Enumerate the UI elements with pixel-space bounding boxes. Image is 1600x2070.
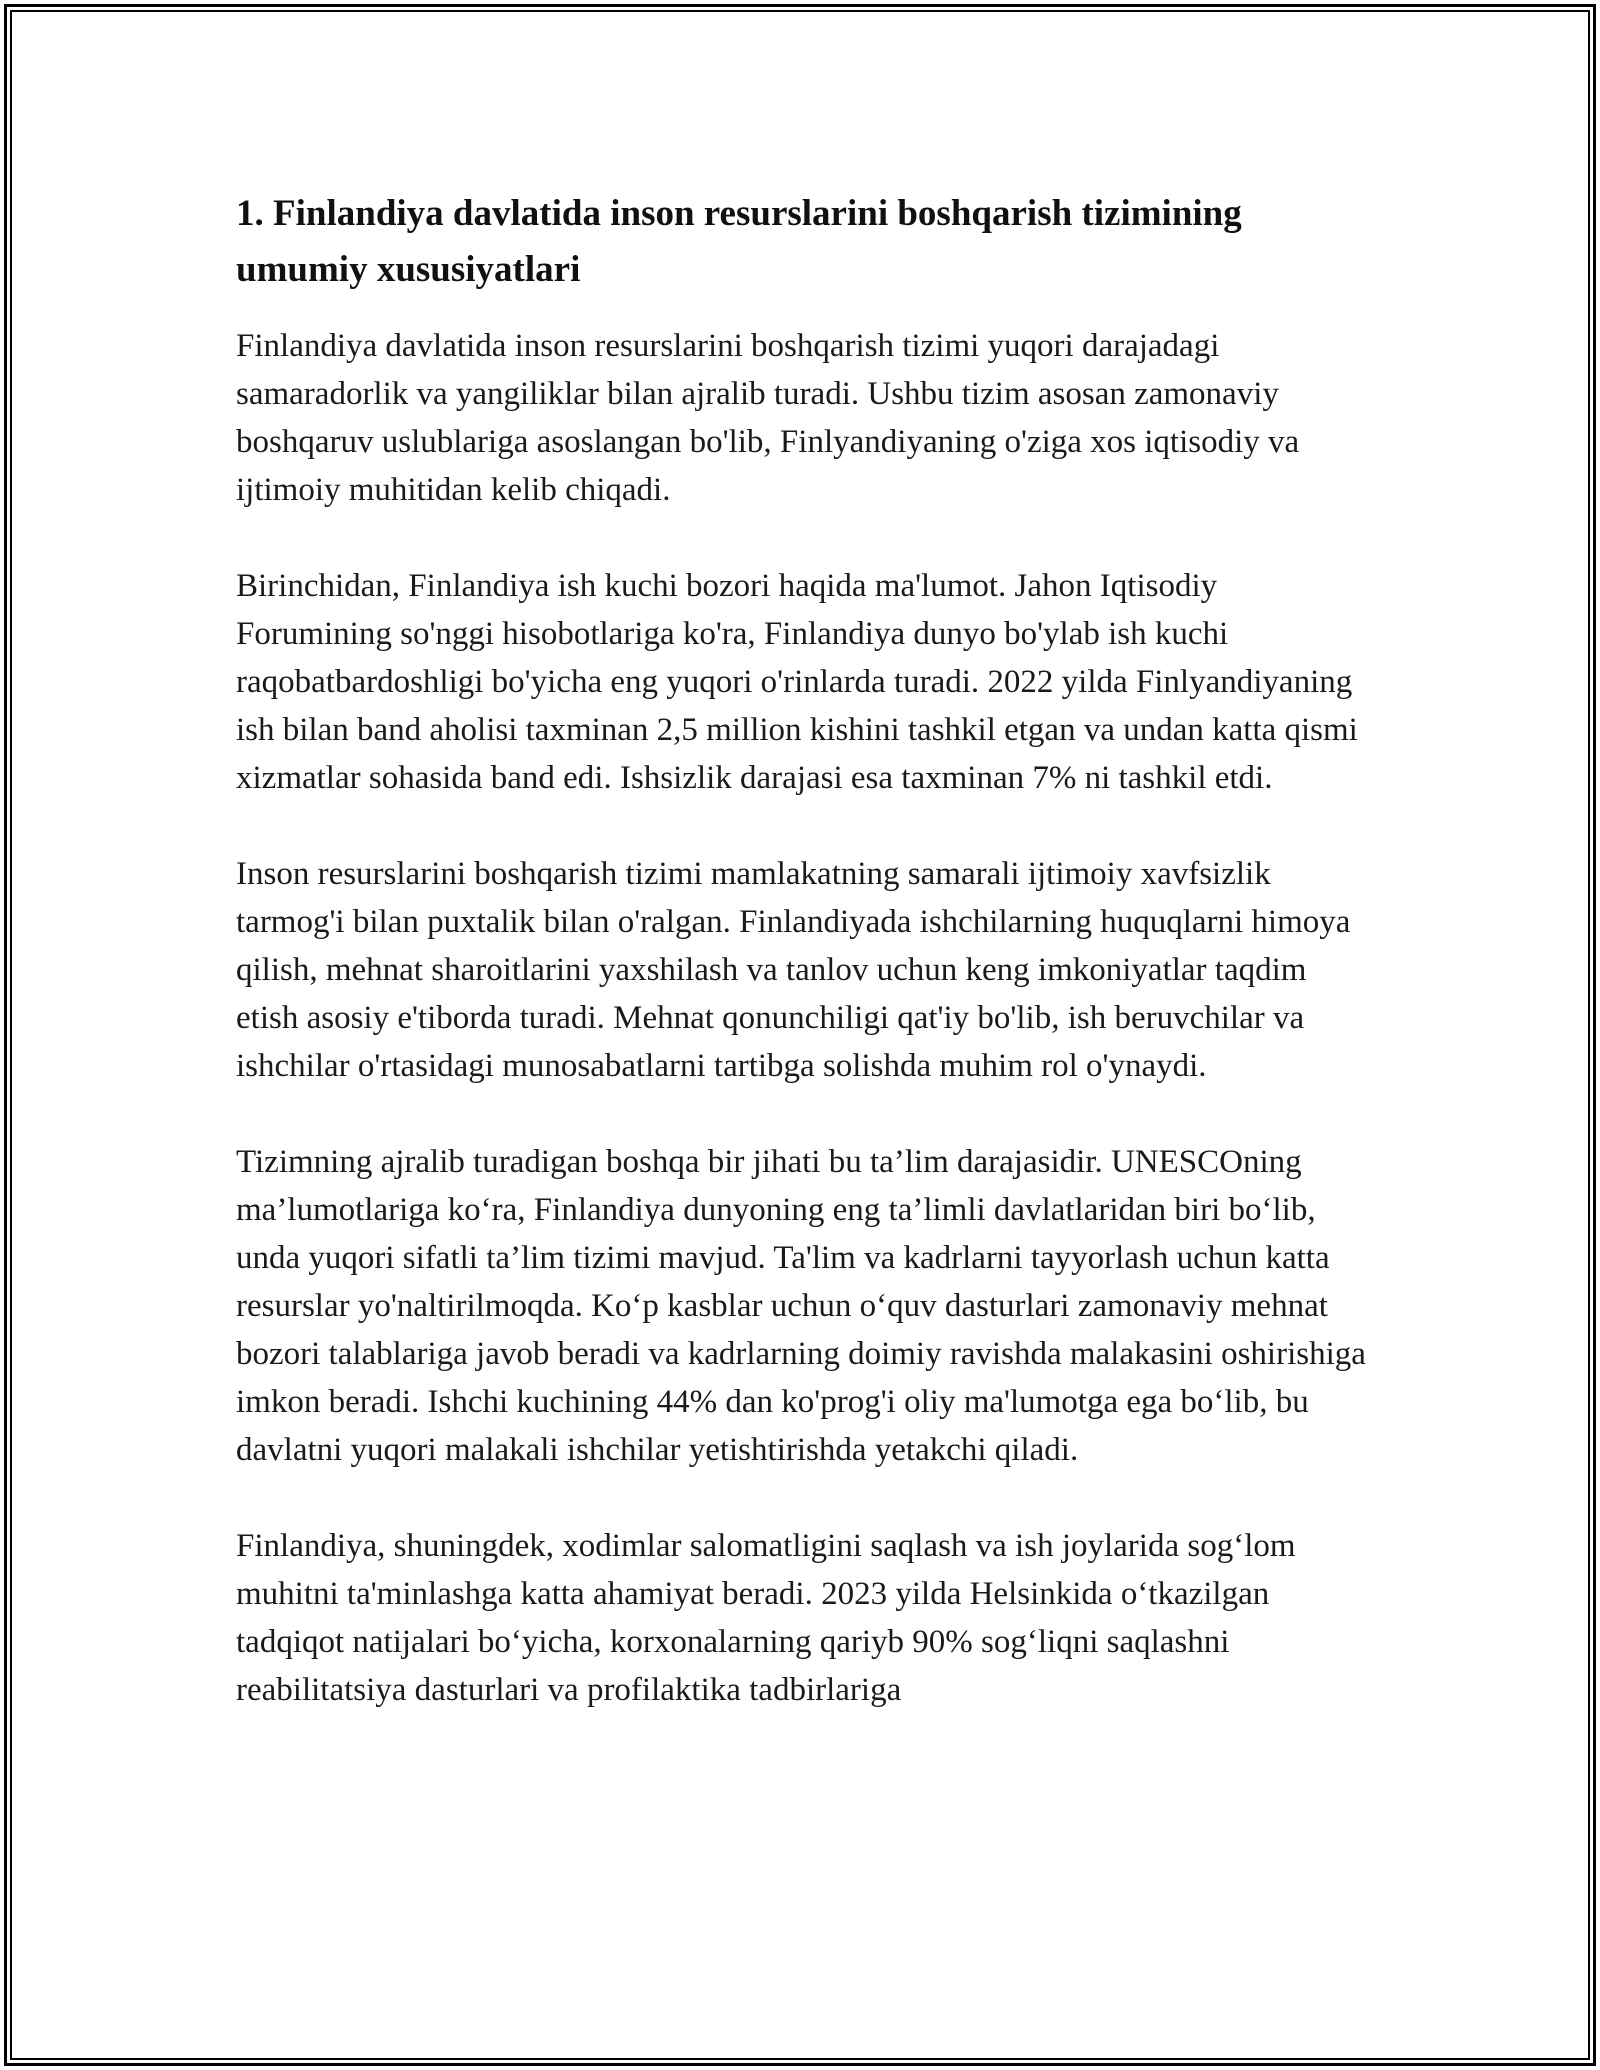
paragraph-education: Tizimning ajralib turadigan boshqa bir jihati bu ta’lim darajasidir. UNESCOning ma’lumotlariga ko‘ra, Finlandiya dunyoning eng ta’limli davlatlaridan biri bo‘lib, unda yuqori sifatli ta’lim tizimi mavjud. Ta'lim va kadrlarni tayyorlash uchun katta resurslar yo'naltirilmoqda. Ko‘p kasblar uchun o‘quv dasturlari zamonaviy mehnat bozori talablariga javob beradi va kadrlarning doimiy ravishda malakasini oshirishiga imkon beradi. Ishchi kuchining 44% dan ko'prog'i oliy ma'lumotga ega bo‘lib, bu davlatni yuqori malakali ishchilar yetishtirishda yetakchi qiladi. [236, 1144, 1366, 1468]
paragraph-intro: Finlandiya davlatida inson resurslarini boshqarish tizimi yuqori darajadagi samaradorlik va yangiliklar bilan ajralib turadi. Ushbu tizim asosan zamonaviy boshqaruv uslublariga asoslangan bo'lib, Finlyandiyaning o'ziga xos iqtisodiy va ijtimoiy muhitidan kelib chiqadi. [236, 328, 1300, 508]
paragraph-social-security: Inson resurslarini boshqarish tizimi mamlakatning samarali ijtimoiy xavfsizlik tarmog'i bilan puxtalik bilan o'ralgan. Finlandiyada ishchilarning huquqlarni himoya qilish, mehnat sharoitlarini yaxshilash va tanlov uchun keng imkoniyatlar taqdim etish asosiy e'tiborda turadi. Mehnat qonunchiligi qat'iy bo'lib, ish beruvchilar va ishchilar o'rtasidagi munosabatlarni tartibga solishda muhim rol o'ynaydi. [236, 856, 1351, 1084]
paragraph-health: Finlandiya, shuningdek, xodimlar salomatligini saqlash va ish joylarida sog‘lom muhitni ta'minlashga katta ahamiyat beradi. 2023 yilda Helsinkida o‘tkazilgan tadqiqot natijalari bo‘yicha, korxonalarning qariyb 90% sog‘liqni saqlashni reabilitatsiya dasturlari va profilaktika tadbirlariga [236, 1528, 1296, 1708]
paragraph-labor-market: Birinchidan, Finlandiya ish kuchi bozori haqida ma'lumot. Jahon Iqtisodiy Forumining so'nggi hisobotlariga ko'ra, Finlandiya dunyo bo'ylab ish kuchi raqobatbardoshligi bo'yicha eng yuqori o'rinlarda turadi. 2022 yilda Finlyandiyaning ish bilan band aholisi taxminan 2,5 million kishini tashkil etgan va undan katta qismi xizmatlar sohasida band edi. Ishsizlik darajasi esa taxminan 7% ni tashkil etdi. [236, 568, 1358, 796]
section-heading: 1. Finlandiya davlatida inson resurslarini boshqarish tizimining umumiy xususiyatlari [236, 193, 1242, 290]
document-body [236, 186, 1366, 1762]
